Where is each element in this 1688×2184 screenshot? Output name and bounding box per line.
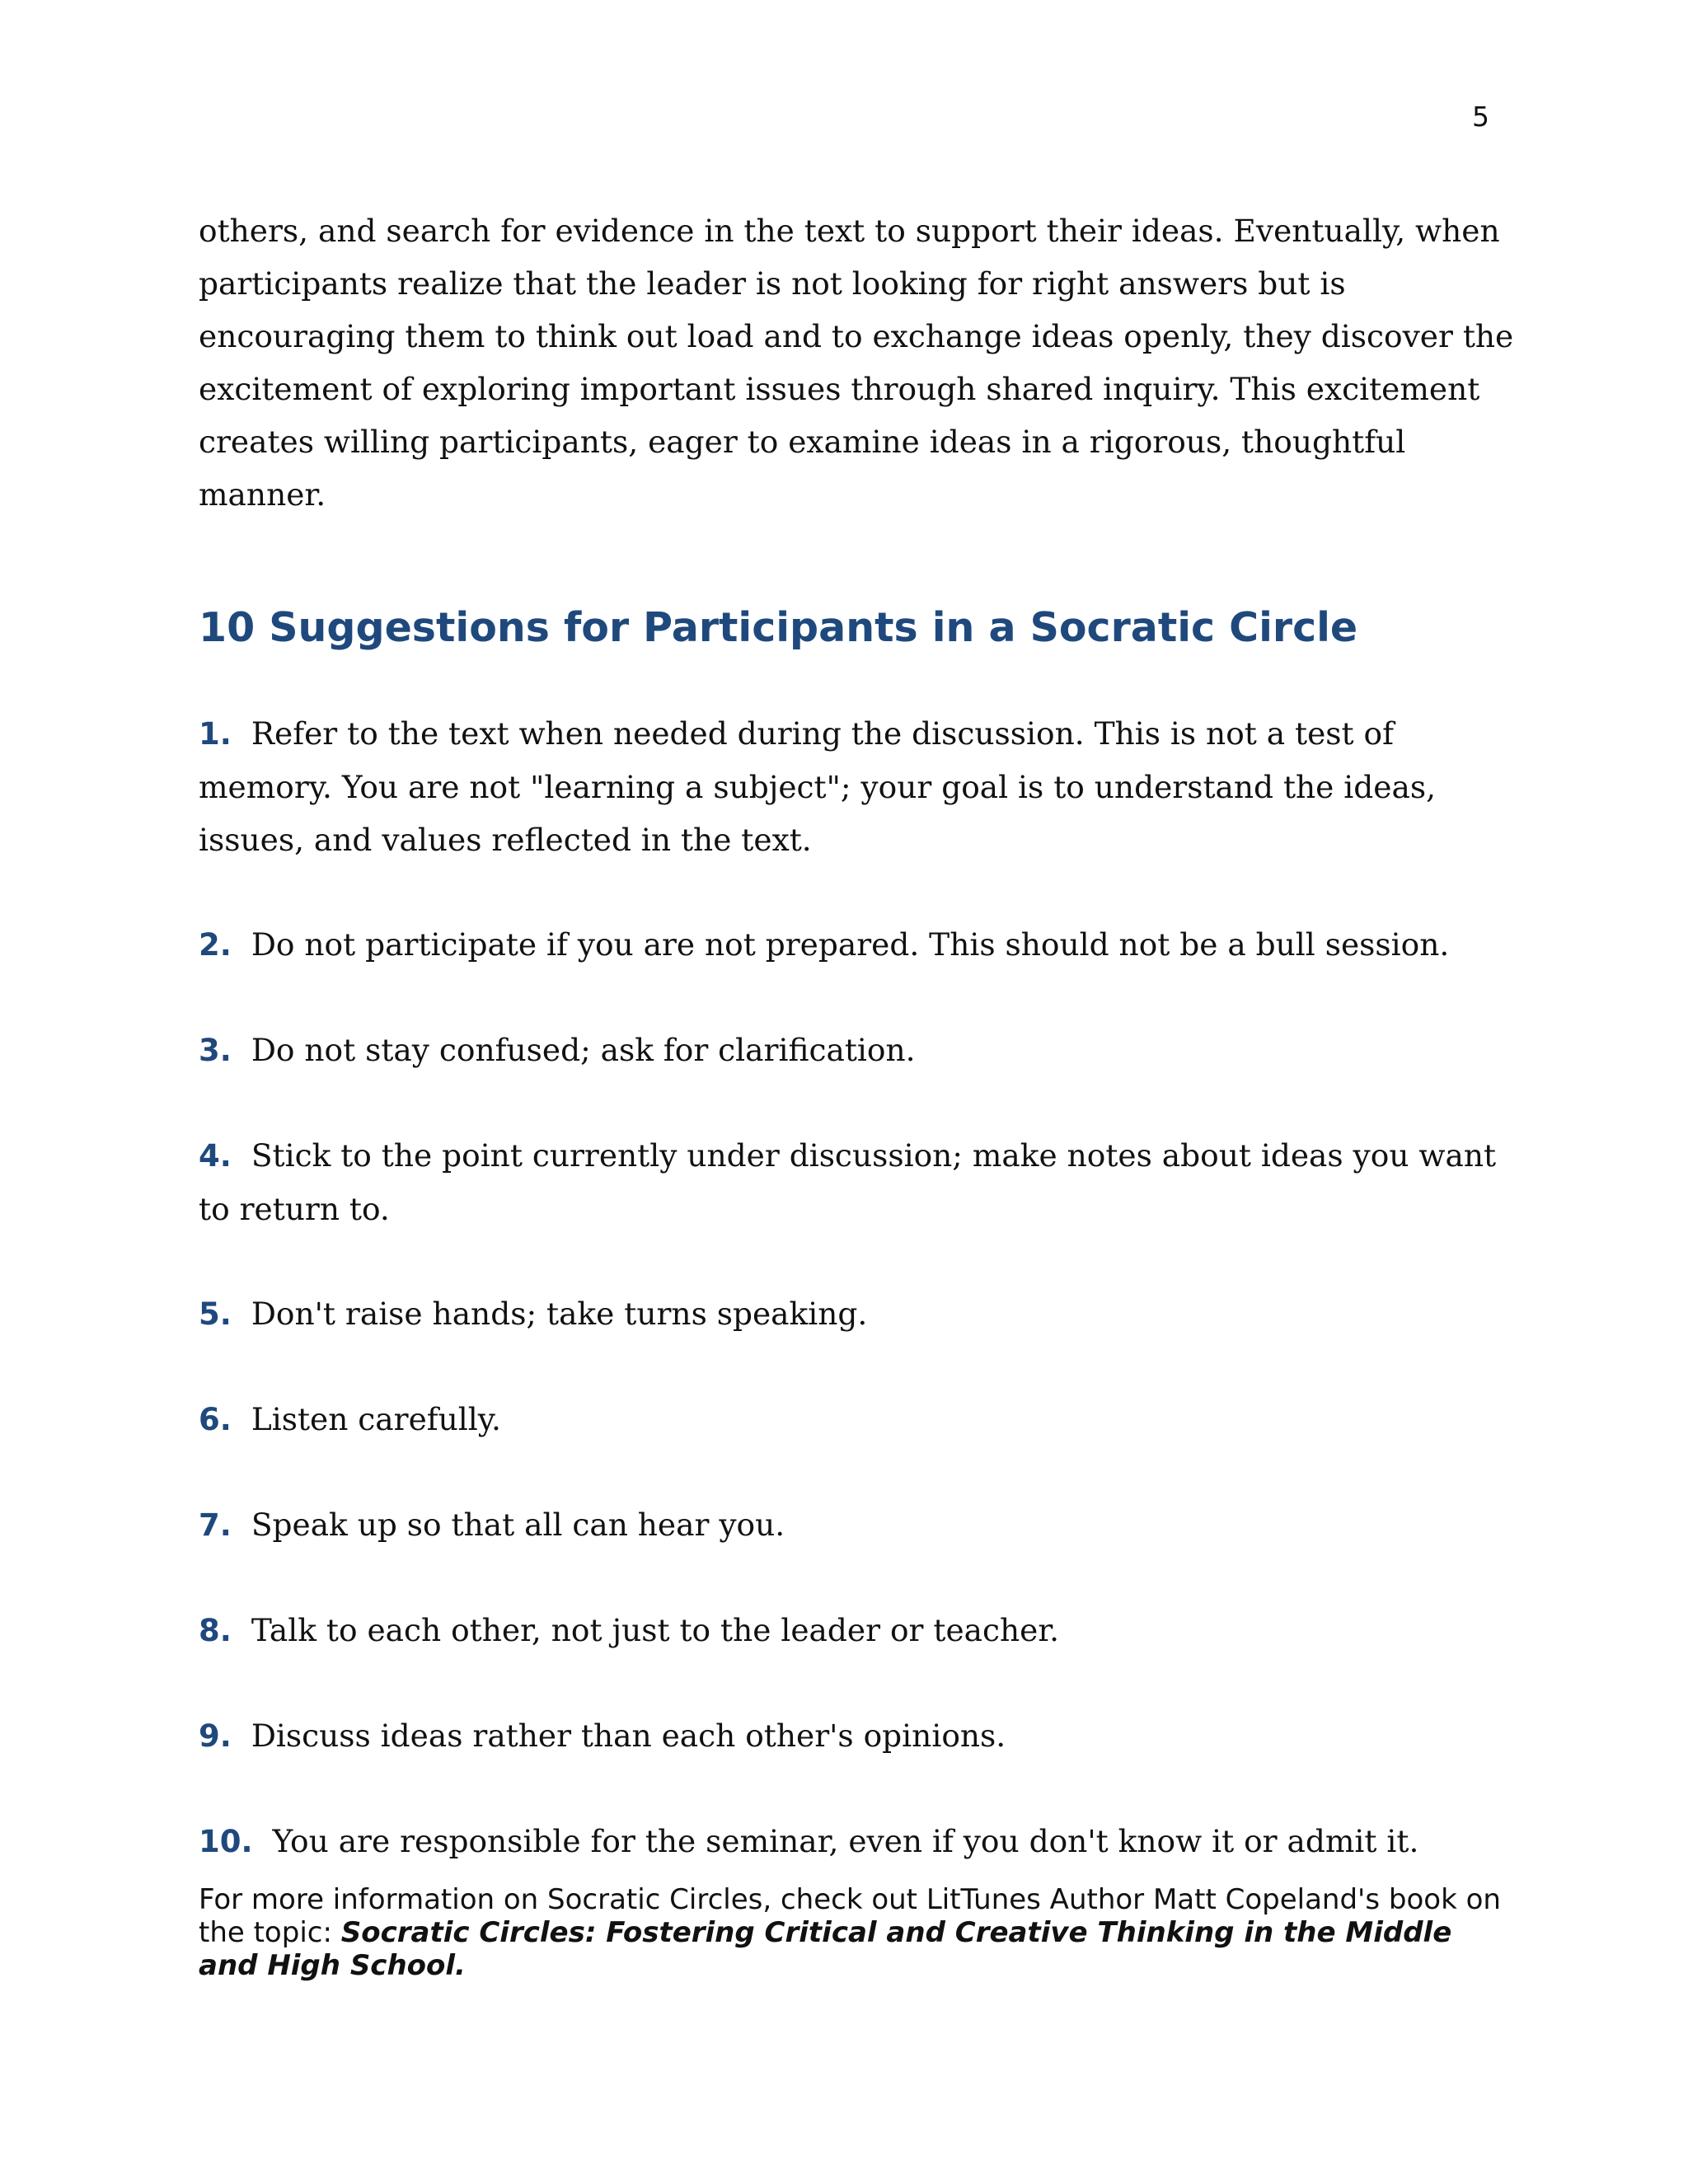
section-heading: 10 Suggestions for Participants in a Socratic Circle	[199, 604, 1358, 651]
suggestion-number: 9.	[199, 1718, 232, 1754]
suggestion-item-5	[199, 1287, 1517, 1341]
suggestion-item-10	[199, 1815, 1517, 1868]
footer-note	[199, 1883, 1517, 1982]
suggestion-text: Discuss ideas rather than each other's opinions.	[251, 1718, 1006, 1754]
suggestion-text: Listen carefully.	[251, 1401, 501, 1437]
book-title: Socratic Circles: Fostering Critical and Creative Thinking in the Middle and High School.	[199, 1916, 1452, 1982]
suggestion-text: Don't raise hands; take turns speaking.	[251, 1296, 868, 1332]
suggestion-number: 5.	[199, 1296, 232, 1332]
suggestion-item-4	[199, 1129, 1517, 1235]
suggestion-item-8	[199, 1604, 1517, 1657]
suggestion-text: You are responsible for the seminar, even if you don't know it or admit it.	[272, 1823, 1419, 1859]
suggestion-number: 1.	[199, 716, 232, 752]
suggestion-text: Do not participate if you are not prepared. This should not be a bull session.	[251, 926, 1450, 963]
suggestion-text: Speak up so that all can hear you.	[251, 1507, 785, 1543]
suggestion-item-9	[199, 1709, 1517, 1763]
suggestion-text: Stick to the point currently under discussion; make notes about ideas you want to return to.	[199, 1137, 1497, 1227]
suggestion-text: Refer to the text when needed during the discussion. This is not a test of memory. You are not "learning a subject"; your goal is to understand the ideas, issues, and values reflected in the text.	[199, 715, 1436, 858]
suggestion-text: Talk to each other, not just to the leader or teacher.	[251, 1612, 1060, 1648]
suggestion-number: 10.	[199, 1824, 253, 1859]
page-content	[199, 204, 1517, 1982]
page-number: 5	[1472, 101, 1489, 133]
suggestions-list	[199, 707, 1517, 1868]
suggestion-item-3	[199, 1024, 1517, 1077]
intro-paragraph: others, and search for evidence in the text to support their ideas. Eventually, when participants realize that the leader is not looking for right answers but is encouraging them to think out load and to exchange ideas openly, they discover the excitement of exploring important issues through shared inquiry. This excitement creates willing participants, eager to examine ideas in a rigorous, thoughtful manner.	[199, 213, 1514, 513]
suggestion-number: 8.	[199, 1613, 232, 1648]
suggestion-item-2	[199, 918, 1517, 972]
suggestion-number: 2.	[199, 927, 232, 963]
suggestion-number: 3.	[199, 1033, 232, 1068]
footer-text: For more information on Socratic Circles, check out LitTunes Author Matt Copeland's book on the topic:	[199, 1883, 1501, 1949]
suggestion-number: 4.	[199, 1138, 232, 1174]
suggestion-number: 7.	[199, 1507, 232, 1543]
suggestion-text: Do not stay confused; ask for clarification.	[251, 1032, 916, 1068]
suggestion-item-1	[199, 707, 1517, 866]
suggestion-item-7	[199, 1498, 1517, 1552]
suggestion-item-6	[199, 1393, 1517, 1446]
suggestion-number: 6.	[199, 1402, 232, 1437]
